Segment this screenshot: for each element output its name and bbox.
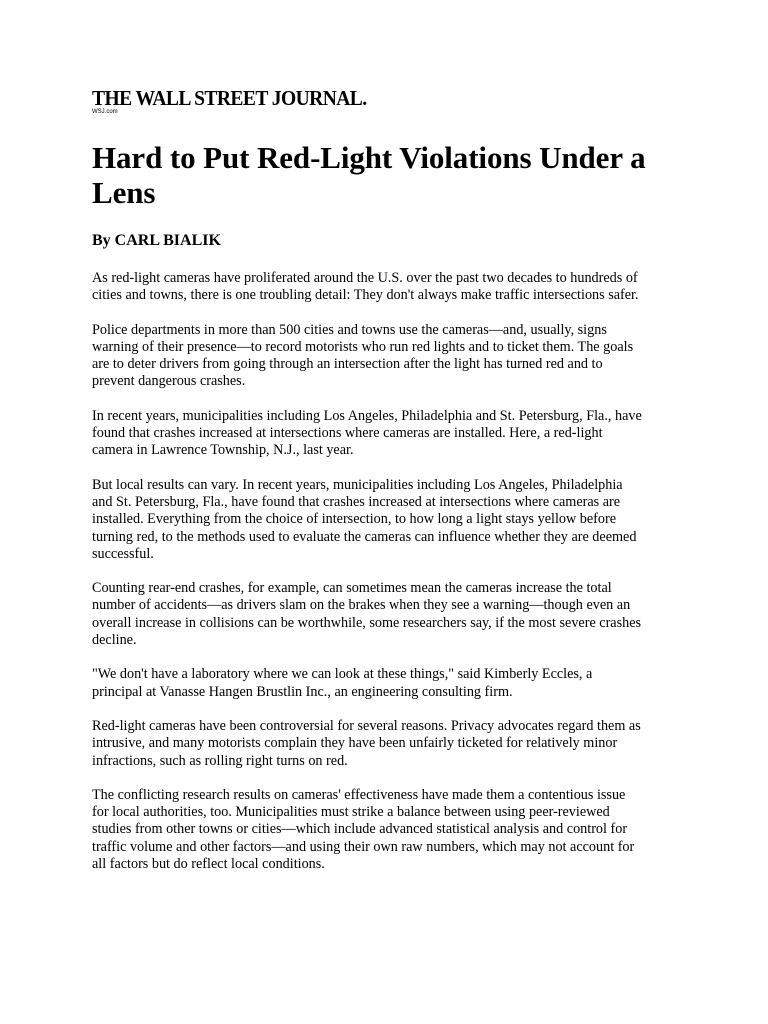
paragraph-line: As red-light cameras have proliferated around the U.S. over the past two decades to hundreds of xyxy=(92,270,638,286)
headline-line: Hard to Put Red-Light Violations Under a xyxy=(92,140,646,175)
paragraph-line: Red-light cameras have been controversial for several reasons. Privacy advocates regard them as xyxy=(92,717,641,734)
article-paragraph xyxy=(92,718,682,770)
article-paragraph xyxy=(92,787,682,873)
article-paragraph xyxy=(92,408,682,460)
paragraph-line: principal at Vanasse Hangen Brustlin Inc., an engineering consulting firm. xyxy=(92,683,513,700)
paragraph-line: and St. Petersburg, Fla., have found that crashes increased at intersections where cameras are xyxy=(92,493,621,510)
masthead-sub: WSJ.com xyxy=(92,109,118,115)
article-paragraph xyxy=(92,270,682,305)
paragraph-line: decline. xyxy=(92,632,137,649)
paragraph-line: turning red, to the methods used to evaluate the cameras can influence whether they are deemed xyxy=(92,528,637,545)
paragraph-line: prevent dangerous crashes. xyxy=(92,373,246,390)
masthead-logo xyxy=(92,88,682,116)
paragraph-line: successful. xyxy=(92,545,154,562)
article-headline xyxy=(92,140,682,210)
paragraph-line: are to deter drivers from going through an intersection after the light has turned red and to xyxy=(92,356,603,373)
paragraph-line: But local results can vary. In recent years, municipalities including Los Angeles, Philadelphia xyxy=(92,476,623,493)
paragraph-line: overall increase in collisions can be worthwhile, some researchers say, if the most severe crashes xyxy=(92,614,642,631)
paragraph-line: infractions, such as rolling right turns on red. xyxy=(92,752,348,769)
article-body xyxy=(92,270,682,873)
article-paragraph xyxy=(92,666,682,701)
paragraph-line: Counting rear-end crashes, for example, can sometimes mean the cameras increase the total xyxy=(92,580,612,597)
paragraph-line: intrusive, and many motorists complain they have been unfairly ticketed for relatively minor xyxy=(92,735,618,752)
paragraph-line: number of accidents—as drivers slam on the brakes when they see a warning—though even an xyxy=(92,597,631,614)
article-paragraph xyxy=(92,477,682,563)
article-paragraph xyxy=(92,322,682,391)
paragraph-line: warning of their presence—to record motorists who run red lights and to ticket them. The goals xyxy=(92,338,634,355)
paragraph-line: The conflicting research results on cameras' effectiveness have made them a contentious issue xyxy=(92,786,626,803)
paragraph-line: traffic volume and other factors—and using their own raw numbers, which may not account for xyxy=(92,838,635,855)
paragraph-line: installed. Everything from the choice of intersection, to how long a light stays yellow before xyxy=(92,511,617,528)
article-byline: By CARL BIALIK xyxy=(92,232,221,249)
paragraph-line: In recent years, municipalities including Los Angeles, Philadelphia and St. Petersburg, Fla., have xyxy=(92,407,642,424)
paragraph-line: found that crashes increased at intersections where cameras are installed. Here, a red-light xyxy=(92,425,603,442)
paragraph-line: cities and towns, there is one troubling detail: They don't always make traffic intersections safer. xyxy=(92,287,639,304)
paragraph-line: camera in Lawrence Township, N.J., last year. xyxy=(92,442,354,459)
paragraph-line: all factors but do reflect local conditions. xyxy=(92,856,325,873)
article-paragraph xyxy=(92,580,682,649)
article-page xyxy=(92,88,682,890)
paragraph-line: Police departments in more than 500 cities and towns use the cameras—and, usually, signs xyxy=(92,321,607,338)
paragraph-line: "We don't have a laboratory where we can look at these things," said Kimberly Eccles, a xyxy=(92,666,593,683)
masthead-name: THE WALL STREET JOURNAL. xyxy=(92,86,367,110)
headline-line: Lens xyxy=(92,175,156,210)
paragraph-line: for local authorities, too. Municipalities must strike a balance between using peer-reviewed xyxy=(92,804,610,821)
paragraph-line: studies from other towns or cities—which include advanced statistical analysis and control for xyxy=(92,821,628,838)
